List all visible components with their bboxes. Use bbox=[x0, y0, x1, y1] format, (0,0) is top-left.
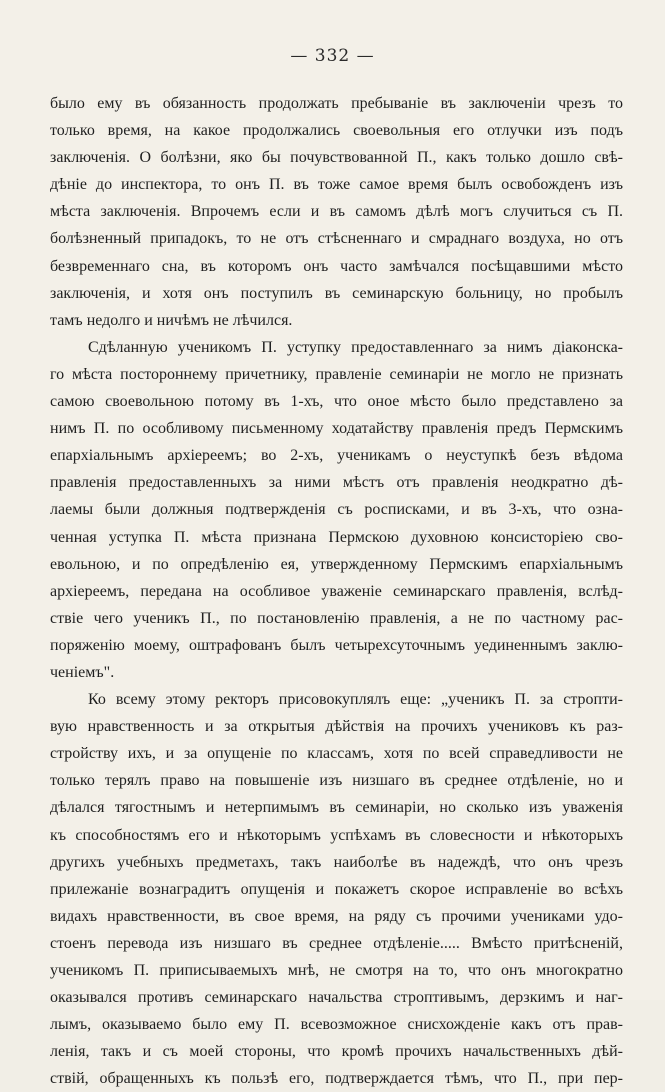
text-line: ченная уступка П. мѣста признана Пермскою духовною консисторіею сво- bbox=[50, 528, 623, 546]
text-line: ченіемъ". bbox=[50, 663, 115, 681]
text-line: стройству ихъ, и за опущеніе по классамъ, хотя по всей справедливости не bbox=[50, 745, 623, 763]
text-line: болѣзненный припадокъ, то не отъ стѣсненнаго и смраднаго воздуха, но отъ bbox=[50, 230, 623, 248]
text-line: лымъ, оказываемо было ему П. всевозможное снисхожденіе какъ отъ прав- bbox=[50, 1016, 623, 1034]
text-line: дѣлался тягостнымъ и нетерпимымъ въ семинаріи, но сколько изъ уваженія bbox=[50, 799, 623, 817]
text-line: правленія предоставленныхъ за ними мѣстъ отъ правленія неодкратно дѣ- bbox=[50, 474, 623, 492]
text-line: ученикомъ П. приписываемыхъ мнѣ, не смотря на то, что онъ многократно bbox=[50, 962, 623, 979]
text-line: Ко всему этому ректоръ присовокуплялъ еще: „ученикъ П. за стропти- bbox=[88, 691, 623, 709]
text-line: другихъ учебныхъ предметахъ, такъ наиболѣе въ надеждѣ, что онъ чрезъ bbox=[50, 853, 623, 871]
text-line: только время, на какое продолжались своевольныя его отлучки изъ подъ bbox=[50, 122, 623, 140]
text-line: заключенія, и хотя онъ поступилъ въ семинарскую больницу, но пробылъ bbox=[50, 284, 623, 302]
text-line: заключенія. О болѣзни, яко бы почувствованной П., какъ только дошло свѣ- bbox=[50, 149, 623, 167]
text-line: стоенъ перевода изъ низшаго въ среднее отдѣленіе..... Вмѣсто притѣсненій, bbox=[50, 934, 623, 952]
text-line: тамъ недолго и ничѣмъ не лѣчился. bbox=[50, 311, 293, 329]
text-line: дѣніе до инспектора, то онъ П. въ тоже самое время былъ освобожденъ изъ bbox=[50, 176, 623, 194]
text-line: вую нравственность и за открытыя дѣйствія на прочихъ учениковъ къ раз- bbox=[50, 718, 623, 736]
text-line: евольною, и по опредѣленію ея, утвержденному Пермскимъ епархіальнымъ bbox=[50, 555, 623, 573]
text-body bbox=[50, 90, 623, 1092]
page-number: — 332 — bbox=[290, 46, 375, 66]
text-line: оказывался противъ семинарскаго начальства строптивымъ, дерзкимъ и наг- bbox=[50, 989, 623, 1007]
text-line: Сдѣланную ученикомъ П. уступку предоставленнаго за нимъ діаконска- bbox=[88, 338, 623, 356]
text-line: самою своевольною потому въ 1-хъ, что оное мѣсто было представлено за bbox=[50, 393, 623, 411]
text-line: архіереемъ, передана на особливое уваженіе семинарскаго правленія, вслѣд- bbox=[50, 582, 623, 600]
text-line: безвременнаго сна, въ которомъ онъ часто замѣчался посѣщавшими мѣсто bbox=[50, 257, 623, 275]
text-line: къ способностямъ его и нѣкоторымъ успѣхамъ въ словесности и нѣкоторыхъ bbox=[50, 826, 623, 844]
text-line: ствіе чего ученикъ П., по постановленію правленія, а не по частному рас- bbox=[50, 609, 623, 627]
text-line: ствій, обращенныхъ къ пользѣ его, подтверждается тѣмъ, что П., при пер- bbox=[50, 1070, 623, 1088]
text-line: было ему въ обязанность продолжать пребываніе въ заключеніи чрезъ то bbox=[50, 95, 623, 112]
text-line: лаемы были должныя подтвержденія съ росписками, и въ 3-хъ, что озна- bbox=[50, 501, 623, 519]
text-line: видахъ нравственности, въ свое время, на ряду съ прочими учениками удо- bbox=[50, 907, 623, 925]
text-line: ленія, такъ и съ моей стороны, что кромѣ прочихъ начальственныхъ дѣй- bbox=[50, 1043, 623, 1061]
text-line: епархіальнымъ архіереемъ; во 2-хъ, ученикамъ о неуступкѣ безъ вѣдома bbox=[50, 447, 623, 465]
text-line: нимъ П. по особливому письменному ходатайству правленія предъ Пермскимъ bbox=[50, 420, 623, 438]
text-line: мѣста заключенія. Впрочемъ если и въ самомъ дѣлѣ могъ случиться съ П. bbox=[50, 203, 623, 221]
text-line: прилежаніе вознаградитъ опущенія и покажетъ скорое исправленіе во всѣхъ bbox=[50, 880, 623, 898]
text-line: поряженію моему, оштрафованъ былъ четырехсуточнымъ уединеннымъ заклю- bbox=[50, 636, 623, 654]
text-line: только терялъ право на повышеніе изъ низшаго въ среднее отдѣленіе, но и bbox=[50, 772, 623, 790]
text-line: го мѣста постороннему причетнику, правленіе семинаріи не могло не признать bbox=[50, 365, 623, 383]
